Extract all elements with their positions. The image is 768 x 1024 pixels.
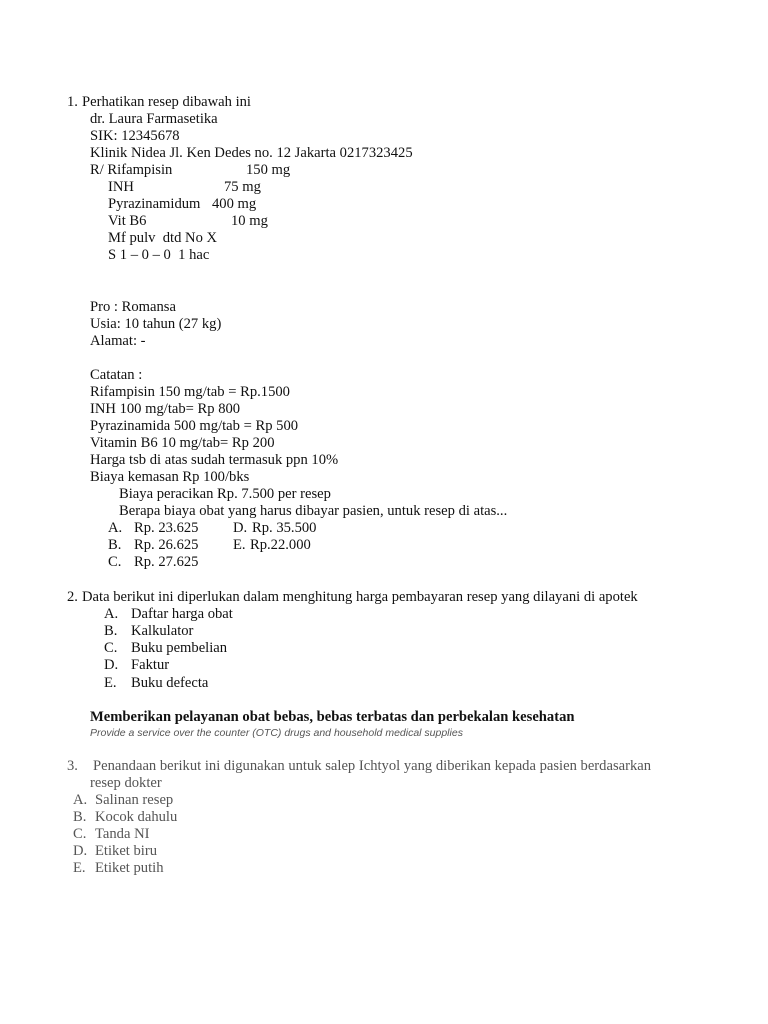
option-text: Rp. 35.500 (252, 520, 317, 536)
option-text: Salinan resep (95, 792, 174, 808)
q1-number: 1. (67, 94, 78, 110)
notes-line: Vitamin B6 10 mg/tab= Rp 200 (90, 435, 275, 451)
option-text: Rp. 27.625 (134, 554, 199, 570)
section-title: Memberikan pelayanan obat bebas, bebas terbatas dan perbekalan kesehatan (90, 709, 575, 725)
option-text: Tanda NI (95, 826, 150, 842)
option-letter: B. (73, 809, 87, 825)
notes-heading: Catatan : (90, 367, 143, 383)
option-letter: E. (233, 537, 246, 553)
rx-mf-instruction: Mf pulv dtd No X (108, 230, 218, 246)
rx-item-name: R/ Rifampisin (90, 162, 173, 178)
q1-ask: Berapa biaya obat yang harus dibayar pasien, untuk resep di atas... (119, 503, 508, 519)
q2-question: Data berikut ini diperlukan dalam menghitung harga pembayaran resep yang dilayani di apotek (82, 589, 638, 605)
notes-line: Harga tsb di atas sudah termasuk ppn 10% (90, 452, 339, 468)
notes-line: Pyrazinamida 500 mg/tab = Rp 500 (90, 418, 299, 434)
patient-name: Pro : Romansa (90, 299, 176, 315)
option-text: Faktur (131, 657, 170, 673)
notes-line: Biaya kemasan Rp 100/bks (90, 469, 250, 485)
option-letter: A. (104, 606, 119, 622)
option-text: Rp.22.000 (250, 537, 311, 553)
option-letter: D. (104, 657, 119, 673)
notes-line: Rifampisin 150 mg/tab = Rp.1500 (90, 384, 290, 400)
patient-age: Usia: 10 tahun (27 kg) (90, 316, 222, 332)
rx-item-dose: 10 mg (231, 213, 268, 229)
option-text: Kocok dahulu (95, 809, 178, 825)
rx-item-name: Pyrazinamidum (108, 196, 201, 212)
option-text: Etiket biru (95, 843, 158, 859)
option-text: Buku pembelian (131, 640, 228, 656)
option-letter: D. (233, 520, 248, 536)
option-text: Daftar harga obat (131, 606, 233, 622)
q1-question: Perhatikan resep dibawah ini (82, 94, 251, 110)
option-letter: A. (73, 792, 88, 808)
option-letter: E. (104, 675, 117, 691)
notes-line: INH 100 mg/tab= Rp 800 (90, 401, 241, 417)
rx-item-name: INH (108, 179, 134, 195)
compounding-fee: Biaya peracikan Rp. 7.500 per resep (119, 486, 331, 502)
option-letter: A. (108, 520, 123, 536)
option-letter: E. (73, 860, 86, 876)
clinic-address: Klinik Nidea Jl. Ken Dedes no. 12 Jakarta 0217323425 (90, 145, 413, 161)
option-text: Etiket putih (95, 860, 164, 876)
doctor-name: dr. Laura Farmasetika (90, 111, 218, 127)
option-letter: C. (73, 826, 87, 842)
rx-item-dose: 400 mg (212, 196, 257, 212)
section-subtitle: Provide a service over the counter (OTC) drugs and household medical supplies (90, 727, 463, 739)
option-letter: D. (73, 843, 88, 859)
q3-question-line: Penandaan berikut ini digunakan untuk salep Ichtyol yang diberikan kepada pasien berdasarkan (93, 758, 652, 774)
doctor-sik: SIK: 12345678 (90, 128, 180, 144)
option-text: Buku defecta (131, 675, 209, 691)
q3-number: 3. (67, 758, 78, 774)
option-text: Rp. 26.625 (134, 537, 199, 553)
patient-address: Alamat: - (90, 333, 146, 349)
option-letter: B. (108, 537, 122, 553)
option-letter: C. (108, 554, 122, 570)
option-letter: C. (104, 640, 118, 656)
option-text: Rp. 23.625 (134, 520, 199, 536)
option-letter: B. (104, 623, 118, 639)
q2-number: 2. (67, 589, 78, 605)
option-text: Kalkulator (131, 623, 194, 639)
rx-item-dose: 150 mg (246, 162, 291, 178)
rx-item-name: Vit B6 (108, 213, 147, 229)
rx-item-dose: 75 mg (224, 179, 261, 195)
q3-question-line: resep dokter (90, 775, 162, 791)
rx-signa: S 1 – 0 – 0 1 hac (108, 247, 210, 263)
